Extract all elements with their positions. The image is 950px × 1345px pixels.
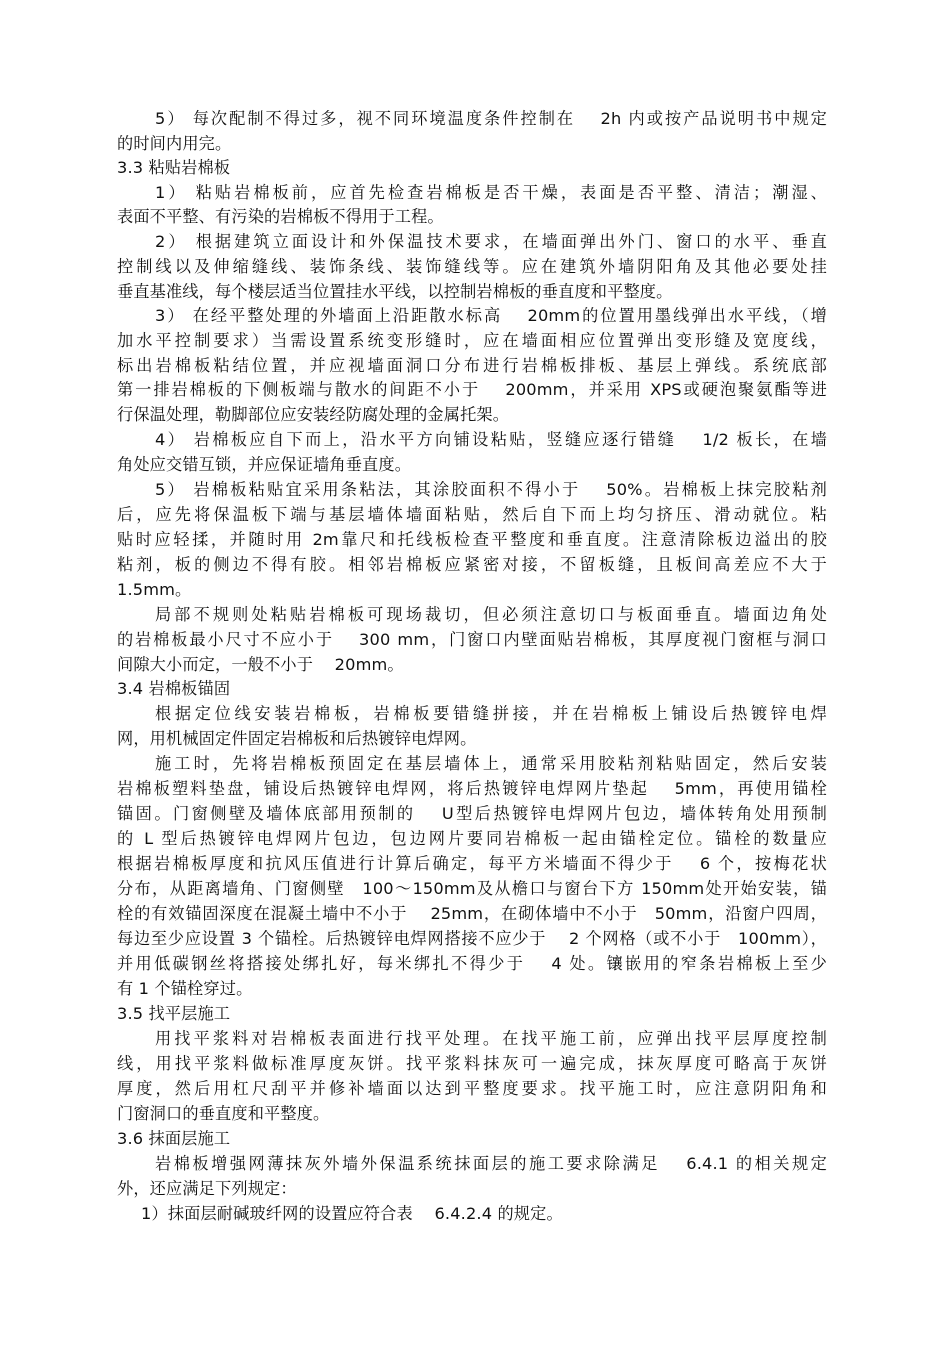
text-line: 用找平浆料对岩棉板表面进行找平处理。在找平施工前，应弹出找平层厚度控制 xyxy=(155,1029,827,1048)
text-line: 5） 岩棉板粘贴宜采用条粘法，其涂胶面积不得小于 50%。岩棉板上抹完胶粘剂 xyxy=(155,480,827,499)
text-line: 岩棉板塑料垫盘，铺设后热镀锌电焊网，将后热镀锌电焊网片垫起 5mm，再使用锚栓 xyxy=(117,779,827,798)
text-line: 局部不规则处粘贴岩棉板可现场裁切，但必须注意切口与板面垂直。墙面边角处 xyxy=(155,605,827,624)
text-line: 第一排岩棉板的下侧板端与散水的间距不小于 200mm，并采用 XPS或硬泡聚氨酯等进 xyxy=(117,380,827,399)
text-line: 后，应先将保温板下端与基层墙体墙面粘贴，然后自下而上均匀挤压、滑动就位。粘 xyxy=(117,505,827,524)
text-line: 分布，从距离墙角、门窗侧壁 100～150mm及从檐口与窗台下方 150mm处开始安装，锚 xyxy=(117,879,827,898)
text-line: 标出岩棉板粘结位置，并应视墙面洞口分布进行岩棉板排板、基层上弹线。系统底部 xyxy=(117,356,827,375)
text-line: 线，用找平浆料做标准厚度灰饼。找平浆料抹灰可一遍完成，抹灰厚度可略高于灰饼 xyxy=(117,1054,827,1073)
section-heading: 3.3 粘贴岩棉板 xyxy=(117,158,231,177)
text-line: 每边至少应设置 3 个锚栓。后热镀锌电焊网搭接不应少于 2 个网格（或不小于 100mm）， xyxy=(117,929,827,948)
text-line: 1.5mm。 xyxy=(117,580,192,599)
text-line: 施工时，先将岩棉板预固定在基层墙体上，通常采用胶粘剂粘贴固定，然后安装 xyxy=(155,754,827,773)
text-line: 岩棉板增强网薄抹灰外墙外保温系统抹面层的施工要求除满足 6.4.1 的相关规定 xyxy=(155,1154,827,1173)
text-line: 外，还应满足下列规定： xyxy=(117,1179,297,1198)
text-line: 栓的有效锚固深度在混凝土墙中不小于 25mm，在砌体墙中不小于 50mm，沿窗户四周， xyxy=(117,904,827,923)
text-line: 的 L 型后热镀锌电焊网片包边，包边网片要同岩棉板一起由锚栓定位。锚栓的数量应 xyxy=(117,829,827,848)
text-line: 锚固。门窗侧壁及墙体底部用预制的 U型后热镀锌电焊网片包边，墙体转角处用预制 xyxy=(117,804,827,823)
text-line: 根据定位线安装岩棉板，岩棉板要错缝拼接，并在岩棉板上铺设后热镀锌电焊 xyxy=(155,704,827,723)
text-line: 3） 在经平整处理的外墙面上沿距散水标高 20mm的位置用墨线弹出水平线，（增 xyxy=(155,306,827,325)
text-line: 控制线以及伸缩缝线、装饰条线、装饰缝线等。应在建筑外墙阴阳角及其他必要处挂 xyxy=(117,257,827,276)
text-line: 门窗洞口的垂直度和平整度。 xyxy=(117,1104,330,1123)
text-line: 根据岩棉板厚度和抗风压值进行计算后确定，每平方米墙面不得少于 6 个，按梅花状 xyxy=(117,854,827,873)
text-line: 粘剂，板的侧边不得有胶。相邻岩棉板应紧密对接，不留板缝，且板间高差应不大于 xyxy=(117,555,827,574)
text-line: 行保温处理，勒脚部位应安装经防腐处理的金属托架。 xyxy=(117,405,510,424)
text-line: 并用低碳钢丝将搭接处绑扎好，每米绑扎不得少于 4 处。镶嵌用的窄条岩棉板上至少 xyxy=(117,954,827,973)
text-line: 角处应交错互锁，并应保证墙角垂直度。 xyxy=(117,455,412,474)
text-line: 表面不平整、有污染的岩棉板不得用于工程。 xyxy=(117,207,444,226)
section-heading: 3.6 抹面层施工 xyxy=(117,1129,231,1148)
text-line: 的岩棉板最小尺寸不应小于 300 mm，门窗口内壁面贴岩棉板，其厚度视门窗框与洞口 xyxy=(117,630,827,649)
text-line: 的时间内用完。 xyxy=(117,134,232,153)
text-line: 4） 岩棉板应自下而上，沿水平方向铺设粘贴，竖缝应逐行错缝 1/2 板长，在墙 xyxy=(155,430,827,449)
section-heading: 3.4 岩棉板锚固 xyxy=(117,679,231,698)
text-line: 5） 每次配制不得过多，视不同环境温度条件控制在 2h 内或按产品说明书中规定 xyxy=(155,109,827,128)
section-heading: 3.5 找平层施工 xyxy=(117,1004,231,1023)
text-line: 间隙大小而定，一般不小于 20mm。 xyxy=(117,655,404,674)
text-line: 加水平控制要求）当需设置系统变形缝时，应在墙面相应位置弹出变形缝及宽度线， xyxy=(117,331,827,350)
text-line: 厚度，然后用杠尺刮平并修补墙面以达到平整度要求。找平施工时，应注意阴阳角和 xyxy=(117,1079,827,1098)
text-line: 1）抹面层耐碱玻纤网的设置应符合表 6.4.2.4 的规定。 xyxy=(141,1204,563,1223)
text-line: 网，用机械固定件固定岩棉板和后热镀锌电焊网。 xyxy=(117,729,477,748)
text-line: 2） 根据建筑立面设计和外保温技术要求，在墙面弹出外门、窗口的水平、垂直 xyxy=(155,232,827,251)
text-line: 1） 粘贴岩棉板前，应首先检查岩棉板是否干燥，表面是否平整、清洁；潮湿、 xyxy=(155,183,827,202)
text-line: 贴时应轻揉，并随时用 2m靠尺和托线板检查平整度和垂直度。注意清除板边溢出的胶 xyxy=(117,530,827,549)
text-line: 有 1 个锚栓穿过。 xyxy=(117,979,253,998)
text-line: 垂直基准线，每个楼层适当位置挂水平线，以控制岩棉板的垂直度和平整度。 xyxy=(117,282,673,301)
